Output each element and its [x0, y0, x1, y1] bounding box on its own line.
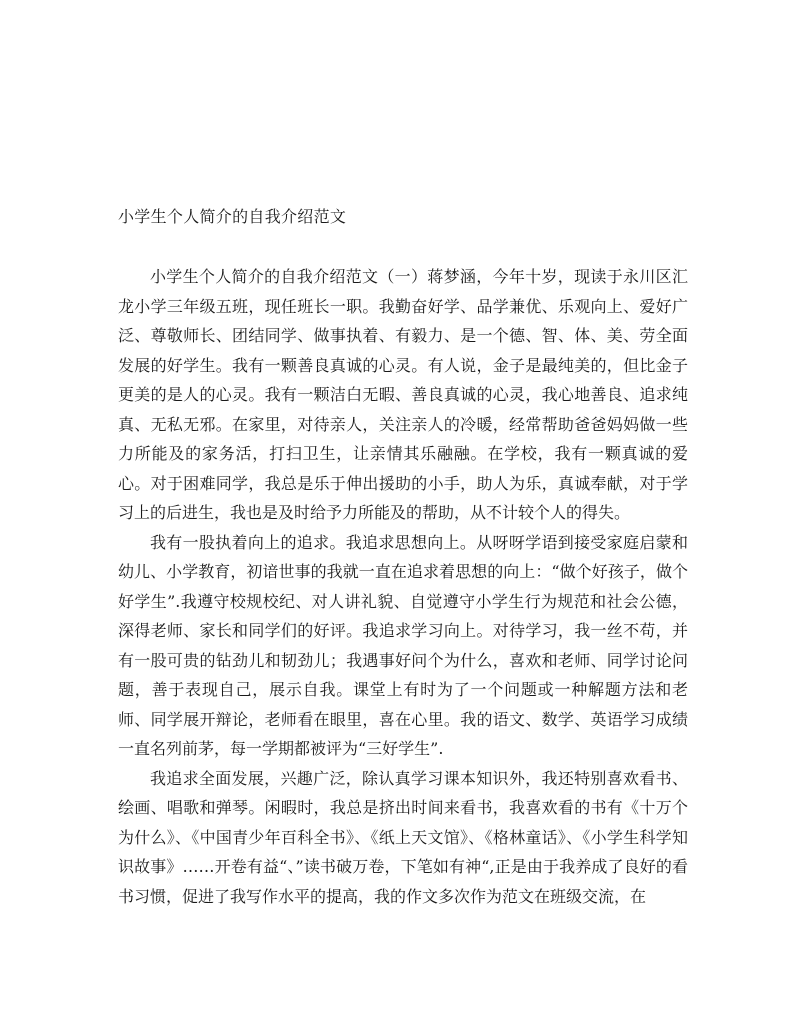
body-paragraph-2: 我有一股执着向上的追求。我追求思想向上。从呀呀学语到接受家庭启蒙和幼儿、小学教育，初谙世事的我就一直在追求着思想的向上：“做个好孩子，做个好学生”.我遵守校规校纪、对人讲礼貌、自觉遵守小学生行为规范和社会公德，深得老师、家长和同学们的好评。我追求学习向上。对待学习，我一丝不苟，并有一股可贵的钻劲儿和韧劲儿；我遇事好问个为什么，喜欢和老师、同学讨论问题，善于表现自己，展示自我。课堂上有时为了一个问题或一种解题方法和老师、同学展开辩论，老师看在眼里，喜在心里。我的语文、数学、英语学习成绩一直名列前茅，每一学期都被评为“三好学生”. [118, 532, 688, 758]
document-title: 小学生个人简介的自我介绍范文 [118, 207, 347, 226]
document-body [118, 262, 688, 911]
body-paragraph-1: 小学生个人简介的自我介绍范文（一）蒋梦涵，今年十岁，现读于永川区汇龙小学三年级五班，现任班长一职。我勤奋好学、品学兼优、乐观向上、爱好广泛、尊敬师长、团结同学、做事执着、有毅力、是一个德、智、体、美、劳全面发展的好学生。我有一颗善良真诚的心灵。有人说，金子是最纯美的，但比金子更美的是人的心灵。我有一颗洁白无暇、善良真诚的心灵，我心地善良、追求纯真、无私无邪。在家里，对待亲人，关注亲人的冷暖，经常帮助爸爸妈妈做一些力所能及的家务活，打扫卫生，让亲情其乐融融。在学校，我有一颗真诚的爱心。对于困难同学，我总是乐于伸出援助的小手，助人为乐，真诚奉献，对于学习上的后进生，我也是及时给予力所能及的帮助，从不计较个人的得失。 [118, 267, 688, 522]
body-paragraph-3: 我追求全面发展，兴趣广泛，除认真学习课本知识外，我还特别喜欢看书、绘画、唱歌和弹琴。闲暇时，我总是挤出时间来看书，我喜欢看的书有《十万个为什么》、《中国青少年百科全书》、《纸上天文馆》、《格林童话》、《小学生科学知识故事》……开卷有益“、”读书破万卷，下笔如有神“,正是由于我养成了良好的看书习惯，促进了我写作水平的提高，我的作文多次作为范文在班级交流，在 [118, 768, 688, 906]
